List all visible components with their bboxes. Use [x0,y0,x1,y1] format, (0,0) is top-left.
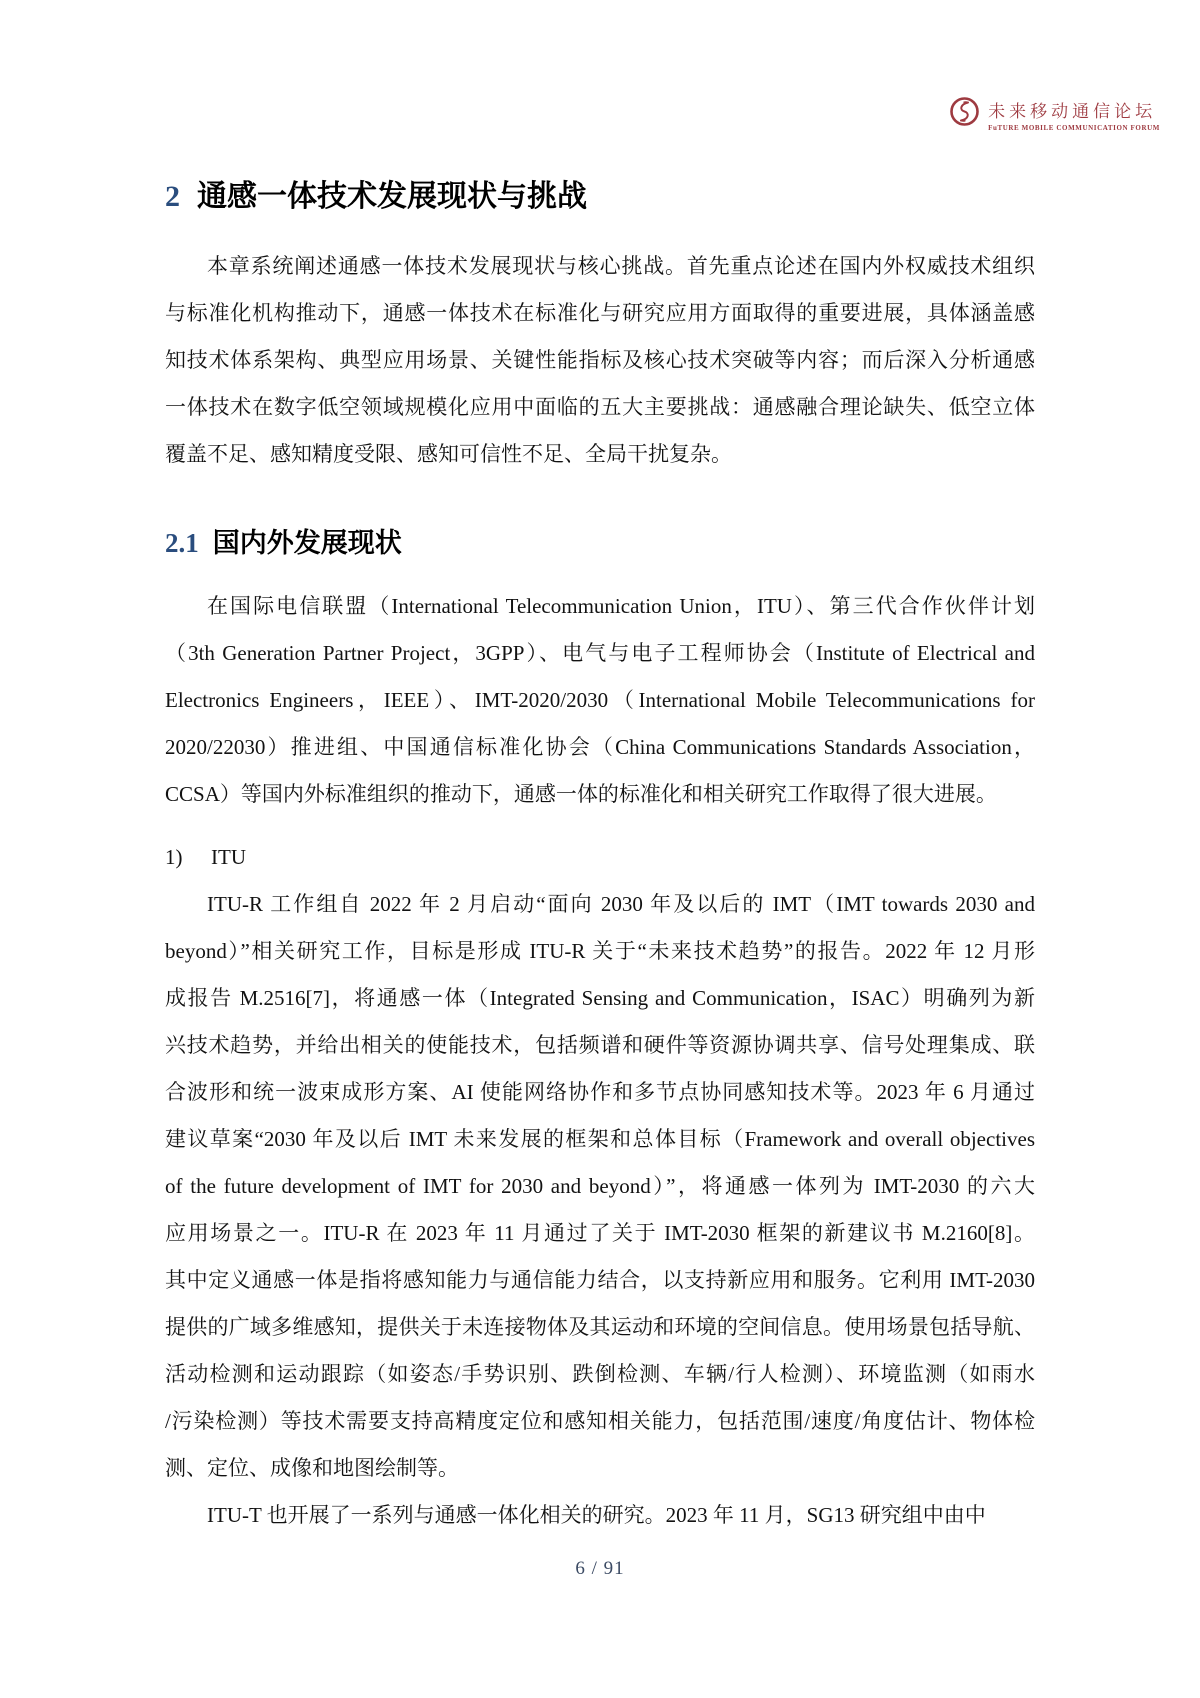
paragraph-line: 2020/22030）推进组、中国通信标准化协会（China Communications Standards Association， [165,735,1035,759]
heading-number: 2 [165,180,180,213]
section-heading [165,524,1035,562]
heading-number: 2.1 [165,528,199,558]
paragraph-line: 其中定义通感一体是指将感知能力与通信能力结合，以支持新应用和服务。它利用 IMT-2030 [165,1268,1035,1292]
page-number: 6 / 91 [575,1558,625,1579]
paragraph [165,881,1035,1492]
paragraph-line: /污染检测）等技术需要支持高精度定位和感知相关能力，包括范围/速度/角度估计、物体检 [165,1409,1035,1433]
list-item-label: ITU [211,845,246,869]
paragraph-line: 知技术体系架构、典型应用场景、关键性能指标及核心技术突破等内容；而后深入分析通感 [165,348,1035,372]
heading-title: 通感一体技术发展现状与挑战 [197,180,587,213]
paragraph-line: 兴技术趋势，并给出相关的使能技术，包括频谱和硬件等资源协调共享、信号处理集成、联 [165,1033,1035,1057]
forum-logo-english-name: FuTURE MOBILE COMMUNICATION FORUM [988,123,1160,132]
paragraph-line: 在国际电信联盟（International Telecommunication Union，ITU）、第三代合作伙伴计划 [207,594,1035,618]
paragraph-line: 本章系统阐述通感一体技术发展现状与核心挑战。首先重点论述在国内外权威技术组织 [207,254,1035,278]
paragraph-line: 成报告 M.2516[7]，将通感一体（Integrated Sensing and Communication，ISAC）明确列为新 [165,986,1035,1010]
paragraph-line: 覆盖不足、感知精度受限、感知可信性不足、全局干扰复杂。 [165,442,732,466]
paragraph-line: 合波形和统一波束成形方案、AI 使能网络协作和多节点协同感知技术等。2023 年 6 月通过 [165,1080,1035,1104]
page-header [0,0,1200,133]
paragraph-line: 活动检测和运动跟踪（如姿态/手势识别、跌倒检测、车辆/行人检测）、环境监测（如雨水 [165,1362,1035,1386]
paragraph-line: 测、定位、成像和地图绘制等。 [165,1456,459,1480]
forum-circle-s-icon [949,95,980,133]
forum-logo [949,95,1160,133]
list-item-marker: 1) [165,845,183,869]
paragraph-line: 建议草案“2030 年及以后 IMT 未来发展的框架和总体目标（Framework and overall objectives [165,1127,1035,1151]
paragraph [165,243,1035,478]
paragraph-line: 一体技术在数字低空领域规模化应用中面临的五大主要挑战：通感融合理论缺失、低空立体 [165,395,1035,419]
forum-logo-text [988,97,1160,132]
paragraph-line: ITU-T 也开展了一系列与通感一体化相关的研究。2023 年 11 月，SG13 研究组中由中 [207,1503,986,1527]
paragraph-line: beyond）”相关研究工作，目标是形成 ITU-R 关于“未来技术趋势”的报告。2022 年 12 月形 [165,939,1035,963]
paragraph-line: 应用场景之一。ITU-R 在 2023 年 11 月通过了关于 IMT-2030 框架的新建议书 M.2160[8]。 [165,1221,1035,1245]
paragraph-line: Electronics Engineers，IEEE）、IMT-2020/2030（International Mobile Telecommunications for [165,688,1035,712]
chapter-heading [165,177,1035,217]
paragraph-line: 提供的广域多维感知，提供关于未连接物体及其运动和环境的空间信息。使用场景包括导航、 [165,1315,1035,1339]
document-body [0,177,1200,1539]
paragraph-line: （3th Generation Partner Project，3GPP）、电气与电子工程师协会（Institute of Electrical and [165,641,1035,665]
forum-logo-chinese-name: 未来移动通信论坛 [988,101,1157,121]
page-footer [0,1558,1200,1580]
paragraph [165,1492,1035,1539]
paragraph-line: of the future development of IMT for 2030 and beyond）”，将通感一体列为 IMT-2030 的六大 [165,1174,1035,1198]
paragraph-line: CCSA）等国内外标准组织的推动下，通感一体的标准化和相关研究工作取得了很大进展。 [165,782,997,806]
paragraph-line: 与标准化机构推动下，通感一体技术在标准化与研究应用方面取得的重要进展，具体涵盖感 [165,301,1035,325]
paragraph-line: ITU-R 工作组自 2022 年 2 月启动“面向 2030 年及以后的 IMT（IMT towards 2030 and [207,892,1035,916]
heading-title: 国内外发展现状 [212,528,402,558]
paragraph [165,583,1035,818]
numbered-list-item [165,834,1035,881]
